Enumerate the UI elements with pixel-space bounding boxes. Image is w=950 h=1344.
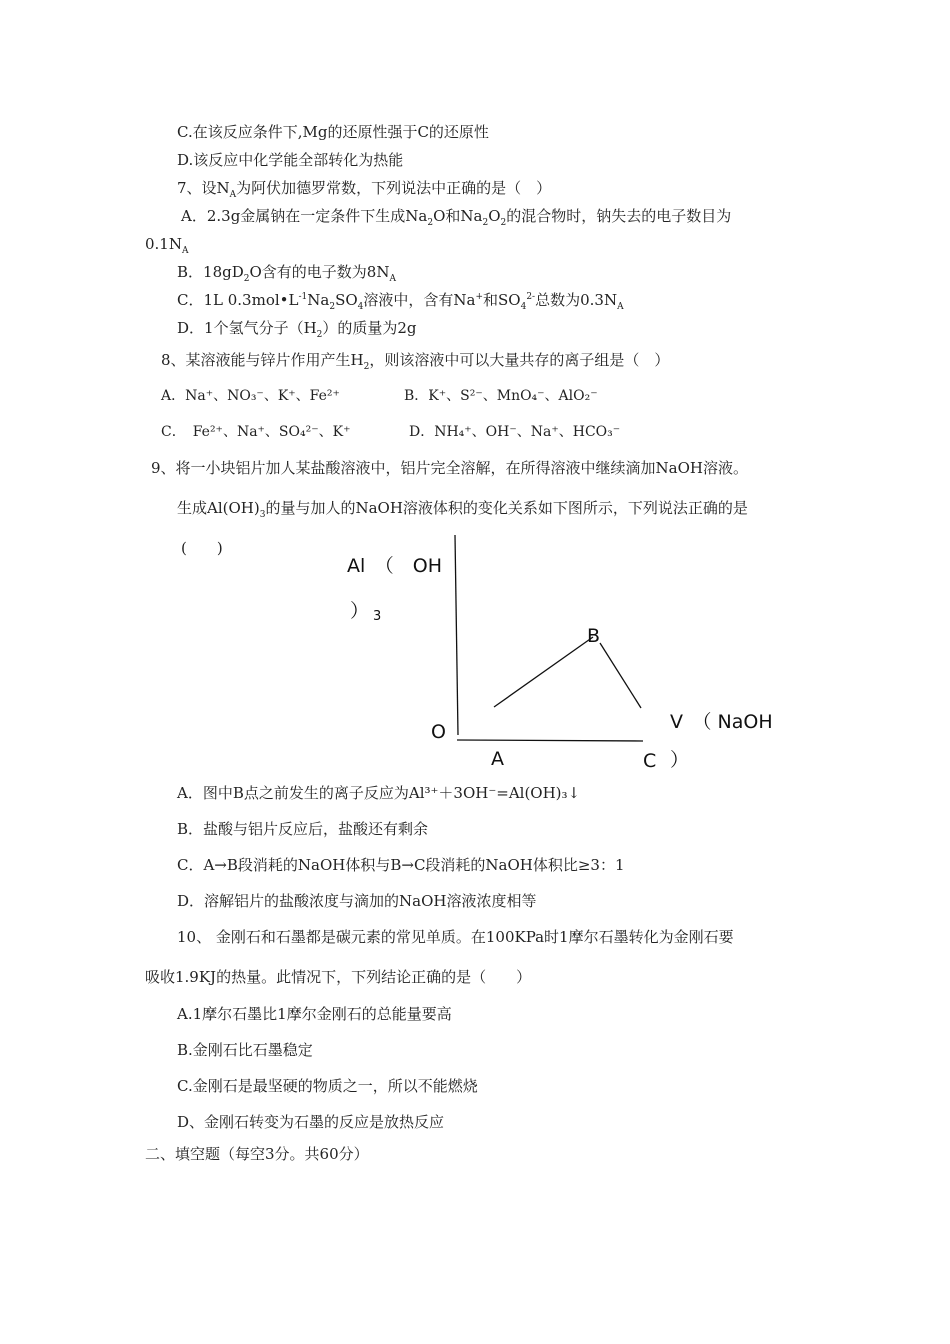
q6-option-c: C.在该反应条件下,Mg的还原性强于C的还原性 <box>177 123 489 141</box>
graph-y-axis <box>455 535 458 735</box>
q10-stem-line1: 10、 金刚石和石墨都是碳元素的常见单质。在100KPa时1摩尔石墨转化为金刚石要 <box>177 928 734 946</box>
q7-option-d: D．1个氢气分子$(H_2)$的质量为2g <box>177 319 417 340</box>
q9-option-b: B．盐酸与铝片反应后，盐酸还有剩余 <box>177 820 429 838</box>
q10-option-c: C.金刚石是最坚硬的物质之一，所以不能燃烧 <box>177 1077 478 1095</box>
graph-point-a-label: A <box>491 748 504 770</box>
q7-option-a-line2: $0.1N_A$ <box>145 235 189 256</box>
section-2-heading: 二、填空题（每空3分。共60分） <box>145 1145 369 1163</box>
q7-option-a-line1: A．2.3g金属钠在一定条件下生成$Na_2O$和$Na_2O_2$的混合物时，钠失去的电子数目为 <box>181 207 732 228</box>
graph-point-b-label: B <box>587 625 601 647</box>
graph-x-label-1: V （ NaOH <box>670 711 773 733</box>
graph-x-label-2: ） <box>670 749 690 771</box>
q10-stem-line2: 吸收1.9KJ的热量。此情况下，下列结论正确的是（ ） <box>145 968 532 986</box>
graph-segment-bc <box>600 643 641 708</box>
q10-option-d: D、金刚石转变为石墨的反应是放热反应 <box>177 1113 445 1131</box>
q8-option-a: A．Na⁺、NO₃⁻、K⁺、Fe²⁺ <box>161 388 340 404</box>
q9-option-c: C．A→B段消耗的NaOH体积与B→C段消耗的NaOH体积比≥3：1 <box>177 856 625 874</box>
graph-x-axis <box>457 740 643 741</box>
q8-option-c: C． Fe²⁺、Na⁺、SO₄²⁻、K⁺ <box>161 424 351 440</box>
q8-option-b: B．K⁺、S²⁻、MnO₄⁻、AlO₂⁻ <box>404 388 598 404</box>
graph-point-c-label: C <box>643 750 657 772</box>
q7-option-b: B．$18gD_2O$含有的电子数为$8N_A$ <box>177 263 396 284</box>
q7-stem: 7、设$N_A$为阿伏加德罗常数，下列说法中正确的是（ ） <box>177 179 552 200</box>
q9-answer-paren: ( ) <box>181 539 223 557</box>
q10-option-a: A.1摩尔石墨比1摩尔金刚石的总能量要高 <box>177 1005 452 1023</box>
q9-graph <box>330 525 790 775</box>
graph-segment-ab <box>494 637 593 707</box>
q9-stem-line1: 9、将一小块铝片加人某盐酸溶液中，铝片完全溶解，在所得溶液中继续滴加NaOH溶液。 <box>151 459 748 477</box>
q8-stem: 8、某溶液能与锌片作用产生$H_2$，则该溶液中可以大量共存的离子组是（ ） <box>161 351 670 372</box>
q10-option-b: B.金刚石比石墨稳定 <box>177 1041 313 1059</box>
q9-stem-line2: 生成$Al(OH)_3$的量与加人的NaOH溶液体积的变化关系如下图所示，下列说法正确的是 <box>177 499 748 520</box>
graph-y-label-3: 3 <box>373 609 382 624</box>
q9-option-d: D．溶解铝片的盐酸浓度与滴加的NaOH溶液浓度相等 <box>177 892 537 910</box>
q7-option-c: C．1L $0.3mol•L^{-1}Na_2SO_4$溶液中，含有Na+和$SO_4^{2-}$总数为$0.3N_A$ <box>177 291 624 312</box>
graph-origin-label: O <box>431 721 446 743</box>
q9-option-a: A．图中B点之前发生的离子反应为Al³⁺＋3OH⁻=Al(OH)₃↓ <box>177 784 581 802</box>
q8-option-d: D．NH₄⁺、OH⁻、Na⁺、HCO₃⁻ <box>409 424 621 440</box>
graph-y-label-2: ） <box>350 600 370 622</box>
q6-option-d: D.该反应中化学能全部转化为热能 <box>177 151 404 169</box>
graph-y-label-1: Al （ OH <box>347 555 443 577</box>
